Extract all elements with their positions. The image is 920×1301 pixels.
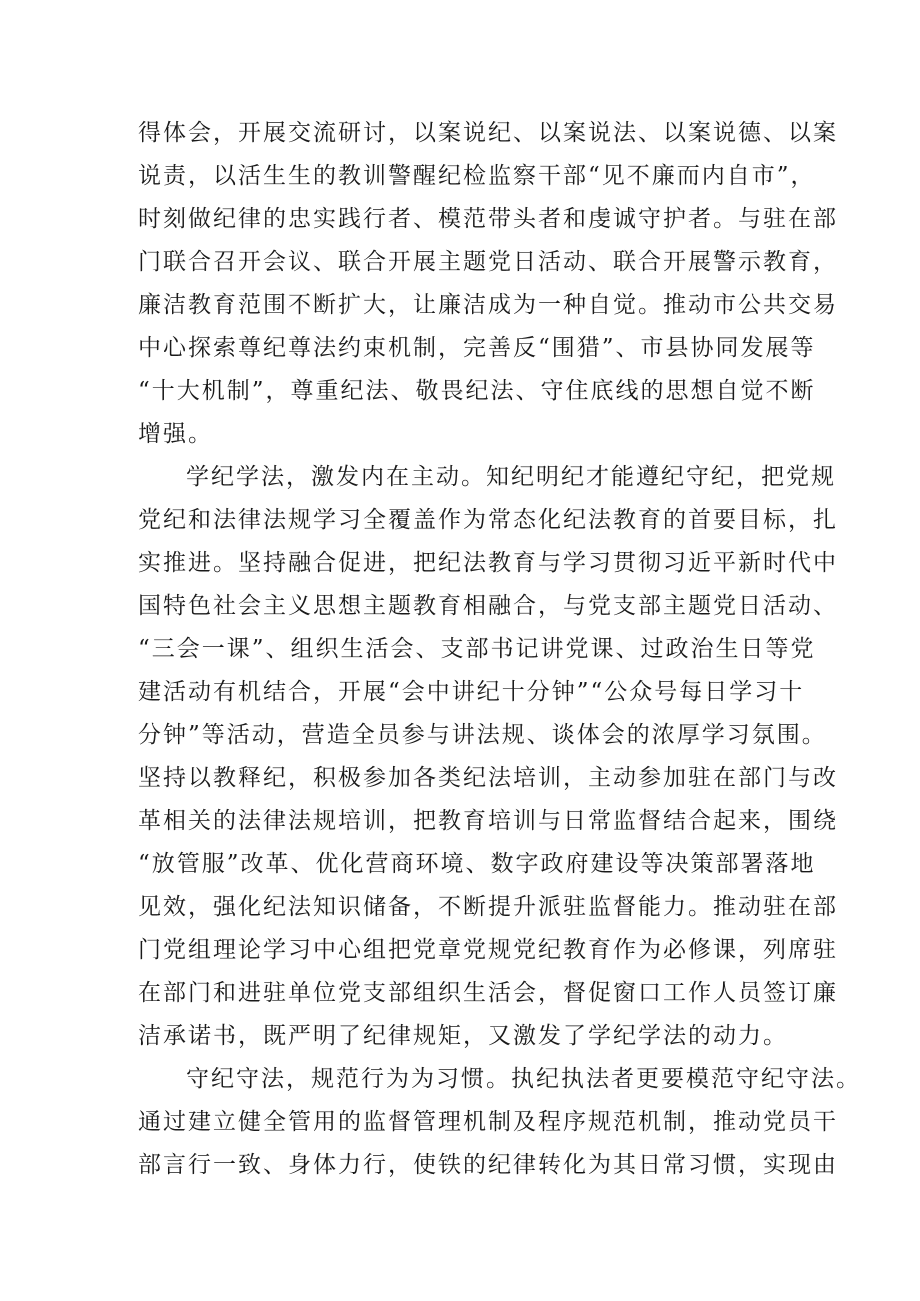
text-line-14: 建活动有机结合，开展“会中讲纪十分钟”“公众号每日学习十 [138, 679, 805, 705]
text-line-5: 廉洁教育范围不断扩大，让廉洁成为一种自觉。推动市公共交易 [138, 292, 838, 318]
text-line-10: 党纪和法律法规学习全覆盖作为常态化纪法教育的首要目标，扎 [138, 507, 838, 533]
text-line-1: 得体会，开展交流研讨，以案说纪、以案说法、以案说德、以案 [138, 120, 838, 146]
text-line-25: 部言行一致、身体力行，使铁的纪律转化为其日常习惯，实现由 [138, 1152, 838, 1178]
text-line-22: 洁承诺书，既严明了纪律规矩，又激发了学纪学法的动力。 [138, 1023, 788, 1049]
text-line-6: 中心探索尊纪尊法约束机制，完善反“围猎”、市县协同发展等 [138, 335, 816, 361]
text-line-3: 时刻做纪律的忠实践行者、模范带头者和虔诚守护者。与驻在部 [138, 206, 838, 232]
text-line-7: “十大机制”，尊重纪法、敬畏纪法、守住底线的思想自觉不断 [138, 378, 816, 404]
text-line-11: 实推进。坚持融合促进，把纪法教育与学习贯彻习近平新时代中 [138, 550, 838, 576]
text-line-4: 门联合召开会议、联合开展主题党日活动、联合开展警示教育， [138, 249, 838, 275]
paragraph-start-discipline: 守纪守法，规范行为为习惯。执纪执法者更要模范守纪守法。 [186, 1066, 861, 1092]
text-line-20: 门党组理论学习中心组把党章党规党纪教育作为必修课，列席驻 [138, 937, 838, 963]
text-line-16: 坚持以教释纪，积极参加各类纪法培训，主动参加驻在部门与改 [138, 765, 838, 791]
text-line-21: 在部门和进驻单位党支部组织生活会，督促窗口工作人员签订廉 [138, 980, 838, 1006]
text-line-12: 国特色社会主义思想主题教育相融合，与党支部主题党日活动、 [138, 593, 838, 619]
text-line-19: 见效，强化纪法知识储备，不断提升派驻监督能力。推动驻在部 [138, 894, 838, 920]
text-line-15: 分钟”等活动，营造全员参与讲法规、谈体会的浓厚学习氛围。 [138, 722, 827, 748]
text-line-18: “放管服”改革、优化营商环境、数字政府建设等决策部署落地 [138, 851, 816, 877]
text-line-13: “三会一课”、组织生活会、支部书记讲党课、过政治生日等党 [138, 636, 816, 662]
text-line-24: 通过建立健全管用的监督管理机制及程序规范机制，推动党员干 [138, 1109, 838, 1135]
text-line-2: 说责，以活生生的教训警醒纪检监察干部“见不廉而内自市”， [138, 163, 816, 189]
text-line-8: 增强。 [138, 421, 213, 447]
document-body [138, 112, 861, 1187]
paragraph-start-study: 学纪学法，激发内在主动。知纪明纪才能遵纪守纪，把党规 [186, 464, 836, 490]
text-line-17: 革相关的法律法规培训，把教育培训与日常监督结合起来，围绕 [138, 808, 838, 834]
